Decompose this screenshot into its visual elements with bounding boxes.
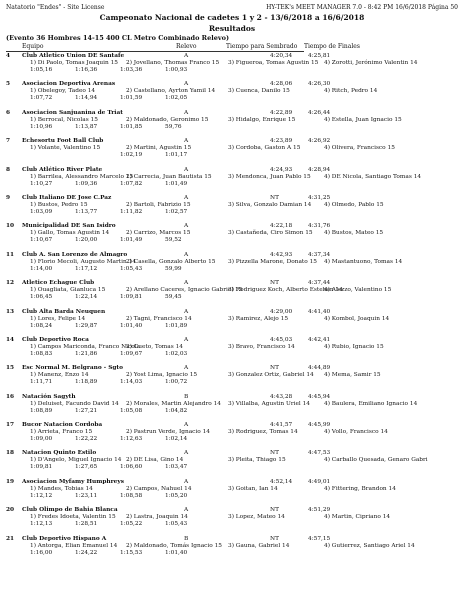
result-team: Asociacion Deportiva Arenas: [22, 81, 116, 88]
split-time: 1:14,00: [30, 265, 53, 272]
split-time: 1:07,82: [120, 180, 143, 187]
swimmer-3: 3) Castañeda, Ciro Simon 15: [228, 230, 313, 237]
swimmer-4: 4) Mastantuono, Tomas 14: [324, 258, 403, 265]
split-time: 1:01,49: [165, 180, 188, 187]
result-final-time: 4:26,30: [308, 81, 331, 88]
split-time: 1:02,57: [165, 208, 188, 215]
swimmer-4: 4) Baulera, Emiliano Ignacio 14: [324, 400, 418, 407]
header-software: HY-TEK's MEET MANAGER 7.0 - 8:42 PM 16/6/2018 Página 50: [266, 4, 458, 11]
result-final-time: 4:49,01: [308, 478, 331, 485]
result-place: 19: [6, 478, 15, 485]
result-seed-time: 4:28,06: [270, 81, 293, 88]
result-team: Esc Normal M. Belgrano - Sgto: [22, 365, 123, 372]
split-time: 1:00,93: [165, 67, 188, 73]
swimmer-3: 3) Villalba, Agustin Uriel 14: [228, 400, 310, 407]
split-time: 1:05,08: [120, 407, 143, 414]
result-team: Club A. San Lorenzo de Almagro: [22, 251, 128, 258]
swimmer-3: 3) Cordoba, Gaston A 15: [228, 145, 301, 152]
result-relay: A: [184, 450, 189, 457]
swimmer-4: 4) Carballo Quesada, Genaro Gabri: [324, 457, 428, 464]
page-subtitle: Resultados: [208, 24, 256, 33]
split-time: 1:05,16: [30, 67, 53, 73]
swimmer-3: 3) Gonzalez Ortiz, Gabriel 14: [228, 372, 314, 379]
result-team: Club Alta Barda Neuquen: [22, 308, 106, 315]
result-entry: [0, 507, 464, 535]
split-time: 1:08,89: [30, 407, 53, 414]
result-relay: A: [184, 81, 189, 88]
result-team: Club Italiano DE Jose C.Paz: [22, 194, 112, 201]
result-final-time: 4:26,44: [308, 109, 331, 116]
swimmer-4: 4) Vollo, Francisco 14: [324, 429, 388, 436]
result-seed-time: NT: [270, 365, 279, 372]
result-final-time: 4:28,94: [308, 166, 331, 173]
swimmer-2: 2) Morales, Martin Alejandro 14: [126, 400, 221, 407]
result-relay: A: [184, 422, 189, 429]
swimmer-2: 2) Carrizo, Marcos 15: [126, 230, 191, 237]
swimmer-3: 3) Goitan, Ian 14: [228, 485, 278, 492]
swimmer-1: 1) Di Paolo, Tomas Joaquin 15: [30, 60, 118, 66]
result-relay: A: [184, 138, 189, 145]
split-time: 1:12,12: [30, 492, 53, 499]
swimmer-4: 4) Alezzo, Valentino 15: [324, 287, 392, 294]
result-entry: [0, 223, 464, 251]
swimmer-2: 2) Jovellano, Thomas Franco 15: [126, 60, 220, 66]
split-time: 1:09,81: [30, 464, 53, 471]
swimmer-1: 1) Florio Mecoli, Augusto Martin 14: [30, 258, 136, 265]
split-time: 1:10,96: [30, 123, 53, 130]
column-header-row: [0, 43, 464, 52]
split-time: 1:03,36: [120, 67, 143, 73]
result-team: Atletico Echague Club: [22, 280, 95, 287]
result-entry: [0, 365, 464, 393]
result-seed-time: NT: [270, 535, 279, 542]
result-final-time: 4:26,92: [308, 138, 331, 145]
result-seed-time: 4:20,34: [270, 53, 293, 59]
swimmer-3: 3) Rodriguez Koch, Alberto Esteban 14: [228, 287, 343, 294]
event-heading: (Evento 36 Hombres 14-15 400 CL Metro Combinado Relevo): [6, 34, 230, 42]
swimmer-2: 2) Yost Lima, Ignacio 15: [126, 372, 198, 379]
result-place: 21: [6, 535, 15, 542]
swimmer-4: 4) Mema, Samir 15: [324, 372, 381, 379]
swimmer-4: 4) Bustos, Mateo 15: [324, 230, 384, 237]
swimmer-3: 3) Rodriguez, Tomas 14: [228, 429, 298, 436]
split-time: 1:09,36: [75, 180, 98, 187]
split-time: 1:22,22: [75, 436, 98, 443]
result-place: 9: [6, 194, 11, 201]
result-relay: A: [184, 109, 189, 116]
swimmer-2: 2) Campos, Nahuel 14: [126, 485, 192, 492]
result-final-time: 4:37,34: [308, 251, 331, 258]
split-time: 1:23,11: [75, 492, 98, 499]
result-relay: A: [184, 166, 189, 173]
result-entry: [0, 422, 464, 450]
split-time: 1:04,82: [165, 407, 188, 414]
split-time: 1:12,13: [30, 521, 53, 528]
swimmer-4: 4) Olivera, Francisco 15: [324, 145, 395, 152]
result-relay: A: [184, 251, 189, 258]
swimmer-3: 3) Cuenca, Danilo 15: [228, 88, 290, 95]
result-seed-time: 4:42,93: [270, 251, 293, 258]
result-team: Club Atletico Union DE Santafe: [22, 53, 125, 59]
split-time: 59,45: [165, 294, 182, 301]
result-final-time: 4:25,81: [308, 53, 331, 59]
result-final-time: 4:31,76: [308, 223, 331, 230]
swimmer-4: 4) Gutierrez, Santiago Ariel 14: [324, 542, 415, 549]
split-time: 1:05,20: [165, 492, 188, 499]
swimmer-2: 2) Tagni, Francisco 14: [126, 315, 192, 322]
header-underline: [6, 51, 304, 52]
result-team: Club Olimpo de Bahia Blanca: [22, 507, 118, 514]
result-entry: [0, 337, 464, 365]
swimmer-1: 1) Antorga, Elian Emanuel 14: [30, 542, 118, 549]
split-time: 1:02,03: [165, 350, 188, 357]
split-time: 1:01,85: [120, 123, 143, 130]
split-time: 1:08,83: [30, 350, 53, 357]
swimmer-3: 3) Ramirez, Alejo 15: [228, 315, 289, 322]
result-seed-time: 4:43,28: [270, 393, 293, 400]
result-place: 20: [6, 507, 15, 514]
swimmer-3: 3) Pizzella Marone, Donato 15: [228, 258, 317, 265]
result-final-time: 4:41,40: [308, 308, 331, 315]
swimmer-4: 4) Kombol, Joaquin 14: [324, 315, 390, 322]
column-header-final: Tiempo de Finales: [304, 43, 360, 50]
split-time: 1:11,71: [30, 379, 53, 386]
result-final-time: 4:44,89: [308, 365, 331, 372]
swimmer-4: 4) Estella, Juan Ignacio 15: [324, 116, 402, 123]
split-time: 1:08,58: [120, 492, 143, 499]
swimmer-2: 2) Casella, Gonzalo Alberto 15: [126, 258, 216, 265]
result-team: Club Deportivo Hispano A: [22, 535, 107, 542]
swimmer-1: 1) Deluiset, Facundo David 14: [30, 400, 119, 407]
header-license: Natatorio "Endes" - Site License: [6, 4, 105, 11]
result-team: Club Deportivo Roca: [22, 336, 89, 343]
swimmer-1: 1) D'Angelo, Miguel Ignacio 14: [30, 457, 122, 464]
result-seed-time: NT: [270, 194, 279, 201]
split-time: 1:10,67: [30, 237, 53, 244]
swimmer-1: 1) Bustos, Pedro 15: [30, 201, 88, 208]
result-final-time: 4:31,25: [308, 194, 331, 201]
split-time: 1:16,36: [75, 67, 98, 73]
split-time: 1:01,40: [165, 549, 188, 556]
split-time: 1:01,40: [120, 322, 143, 329]
swimmer-3: 3) Hidalgo, Enrique 15: [228, 116, 296, 123]
split-time: 1:10,27: [30, 180, 53, 187]
split-time: 1:09,00: [30, 436, 53, 443]
swimmer-2: 2) Lastra, Joaquin 14: [126, 514, 188, 521]
swimmer-1: 1) Mandes, Tobias 14: [30, 485, 93, 492]
result-entry: [0, 309, 464, 337]
result-entry: [0, 167, 464, 195]
split-time: 59,99: [165, 265, 182, 272]
result-seed-time: 4:45,03: [270, 336, 293, 343]
result-relay: A: [184, 223, 189, 230]
result-place: 4: [6, 53, 11, 59]
result-place: 18: [6, 450, 15, 457]
swimmer-1: 1) Fredes Idoeta, Valentin 15: [30, 514, 116, 521]
swimmer-3: 3) Figueroa, Tomas Agustin 15: [228, 60, 319, 66]
swimmer-4: 4) DE Nicola, Santiago Tomas 14: [324, 173, 422, 180]
result-seed-time: NT: [270, 280, 279, 287]
split-time: 1:09,81: [120, 294, 143, 301]
swimmer-3: 3) Pleita, Thiago 15: [228, 457, 286, 464]
column-header-seed: Tiempo para Sembrado: [226, 43, 298, 50]
result-relay: A: [184, 365, 189, 372]
result-entry: [0, 138, 464, 166]
split-time: 1:02,19: [120, 152, 143, 159]
split-time: 1:01,59: [120, 95, 143, 102]
swimmer-1: 1) Lores, Felipe 14: [30, 315, 86, 322]
swimmer-1: 1) Volante, Valentino 15: [30, 145, 101, 152]
swimmer-3: 3) Lopez, Mateo 14: [228, 514, 285, 521]
swimmer-3: 3) Silva, Gonzalo Damian 14: [228, 201, 312, 208]
result-team: Natación Sagyth: [22, 393, 76, 400]
column-header-relay: Relevo: [176, 43, 197, 50]
result-place: 11: [6, 251, 15, 258]
split-time: 59,52: [165, 237, 182, 244]
split-time: 1:12,63: [120, 436, 143, 443]
split-time: 59,76: [165, 123, 182, 130]
split-time: 1:29,87: [75, 322, 98, 329]
swimmer-1: 1) Gallo, Tomas Agustin 14: [30, 230, 110, 237]
result-place: 10: [6, 223, 15, 230]
split-time: 1:01,49: [120, 237, 143, 244]
result-relay: A: [184, 507, 189, 514]
result-place: 17: [6, 422, 15, 429]
result-seed-time: 4:24,93: [270, 166, 293, 173]
swimmer-4: 4) Zorotti, Jerónimo Valentin 14: [324, 60, 418, 66]
swimmer-1: 1) Arrieta, Franco 15: [30, 429, 93, 436]
result-seed-time: 4:23,89: [270, 138, 293, 145]
swimmer-1: 1) Obelegoy, Tadeo 14: [30, 88, 96, 95]
split-time: 1:27,21: [75, 407, 98, 414]
result-team: Asociacion Myfamy Humphreys: [22, 478, 124, 485]
swimmer-3: 3) Gauna, Gabriel 14: [228, 542, 290, 549]
swimmer-1: 1) Ouagliata, Gianluca 15: [30, 287, 106, 294]
result-entry: [0, 110, 464, 138]
result-team: Natacion Quinto Estilo: [22, 450, 97, 457]
split-time: 1:03,47: [165, 464, 188, 471]
swimmer-1: 1) Barrilea, Alessandro Marcelo 15: [30, 173, 134, 180]
result-final-time: 4:47,53: [308, 450, 331, 457]
column-header-team: Equipo: [22, 43, 44, 50]
result-entry: [0, 479, 464, 507]
swimmer-2: 2) Martini, Agustin 15: [126, 145, 192, 152]
swimmer-3: 3) Mendonca, Juan Pablo 15: [228, 173, 311, 180]
split-time: 1:14,94: [75, 95, 98, 102]
result-entry: [0, 450, 464, 478]
swimmer-2: 2) Bartoli, Fabrizio 15: [126, 201, 191, 208]
split-time: 1:18,89: [75, 379, 98, 386]
split-time: 1:06,45: [30, 294, 53, 301]
split-time: 1:09,67: [120, 350, 143, 357]
results-list: [0, 53, 464, 564]
swimmer-1: 1) Campos Mariconda, Franco Nicola: [30, 343, 141, 350]
swimmer-2: 2) Arellano Caceres, Ignacio Gabriel 15: [126, 287, 243, 294]
swimmer-1: 1) Manenz, Enzo 14: [30, 372, 89, 379]
swimmer-2: 2) Castellano, Ayrton Yamil 14: [126, 88, 216, 95]
result-entry: [0, 195, 464, 223]
split-time: 1:21,86: [75, 350, 98, 357]
result-place: 6: [6, 109, 11, 116]
split-time: 1:16,00: [30, 549, 53, 556]
result-place: 5: [6, 81, 11, 88]
result-final-time: 4:57,15: [308, 535, 331, 542]
swimmer-4: 4) Ritch, Pedro 14: [324, 88, 378, 95]
result-place: 13: [6, 308, 15, 315]
split-time: 1:15,53: [120, 549, 143, 556]
result-place: 16: [6, 393, 15, 400]
split-time: 1:11,82: [120, 208, 143, 215]
split-time: 1:13,77: [75, 208, 98, 215]
result-relay: A: [184, 53, 189, 59]
result-place: 7: [6, 138, 11, 145]
result-place: 14: [6, 336, 15, 343]
swimmer-2: 2) Cueto, Tomas 14: [126, 343, 183, 350]
result-team: Bucor Natacion Cordoba: [22, 422, 103, 429]
swimmer-4: 4) Fittering, Brandon 14: [324, 485, 396, 492]
result-relay: A: [184, 308, 189, 315]
swimmer-2: 2) Maldonado, Tomás Ignacio 15: [126, 542, 222, 549]
result-relay: B: [184, 393, 189, 400]
split-time: 1:13,87: [75, 123, 98, 130]
result-entry: [0, 394, 464, 422]
result-entry: [0, 536, 464, 564]
result-seed-time: NT: [270, 507, 279, 514]
split-time: 1:05,22: [120, 521, 143, 528]
result-entry: [0, 252, 464, 280]
result-relay: A: [184, 280, 189, 287]
result-seed-time: NT: [270, 450, 279, 457]
swimmer-4: 4) Olmedo, Pablo 15: [324, 201, 384, 208]
swimmer-3: 3) Bravo, Francisco 14: [228, 343, 295, 350]
result-team: Asociacion Sanjuanina de Triat: [22, 109, 123, 116]
swimmer-4: 4) Martin, Cipriano 14: [324, 514, 391, 521]
split-time: 1:05,43: [120, 265, 143, 272]
split-time: 1:20,00: [75, 237, 98, 244]
result-place: 15: [6, 365, 15, 372]
result-seed-time: 4:41,57: [270, 422, 293, 429]
result-place: 12: [6, 280, 15, 287]
result-final-time: 4:51,29: [308, 507, 331, 514]
result-team: Echesortu Foot Ball Club: [22, 138, 104, 145]
split-time: 1:07,72: [30, 95, 53, 102]
split-time: 1:28,51: [75, 521, 98, 528]
split-time: 1:14,03: [120, 379, 143, 386]
split-time: 1:27,65: [75, 464, 98, 471]
split-time: 1:02,05: [165, 95, 188, 102]
split-time: 1:17,12: [75, 265, 98, 272]
result-final-time: 4:42,41: [308, 336, 331, 343]
result-seed-time: 4:52,14: [270, 478, 293, 485]
result-seed-time: 4:29,00: [270, 308, 293, 315]
swimmer-2: 2) Maldonado, Geronimo 15: [126, 116, 209, 123]
split-time: 1:22,14: [75, 294, 98, 301]
split-time: 1:01,17: [165, 152, 188, 159]
result-seed-time: 4:22,18: [270, 223, 293, 230]
result-relay: A: [184, 194, 189, 201]
result-final-time: 4:37,44: [308, 280, 331, 287]
split-time: 1:03,09: [30, 208, 53, 215]
swimmer-2: 2) DE Lisa, Gino 14: [126, 457, 184, 464]
swimmer-2: 2) Carrecia, Juan Bautista 15: [126, 173, 212, 180]
result-team: Club Atlético River Plate: [22, 166, 103, 173]
split-time: 1:08,24: [30, 322, 53, 329]
swimmer-4: 4) Rubio, Ignacio 15: [324, 343, 384, 350]
result-relay: B: [184, 535, 189, 542]
split-time: 1:01,89: [165, 322, 188, 329]
swimmer-2: 2) Pastrun Verde, Ignacio 14: [126, 429, 210, 436]
split-time: 1:00,72: [165, 379, 188, 386]
result-relay: A: [184, 478, 189, 485]
result-final-time: 4:45,94: [308, 393, 331, 400]
result-entry: [0, 81, 464, 109]
result-relay: A: [184, 336, 189, 343]
result-entry: [0, 53, 464, 81]
result-place: 8: [6, 166, 11, 173]
result-team: Municipalidad DE San Isidro: [22, 223, 116, 230]
result-entry: [0, 280, 464, 308]
page-title: Campeonato Nacional de cadetes 1 y 2 - 13/6/2018 a 16/6/2018: [99, 13, 365, 22]
split-time: 1:24,22: [75, 549, 98, 556]
split-time: 1:06,60: [120, 464, 143, 471]
split-time: 1:05,43: [165, 521, 188, 528]
swimmer-1: 1) Berrocal, Nicolas 15: [30, 116, 98, 123]
result-seed-time: 4:22,89: [270, 109, 293, 116]
split-time: 1:02,14: [165, 436, 188, 443]
result-final-time: 4:45,99: [308, 422, 331, 429]
